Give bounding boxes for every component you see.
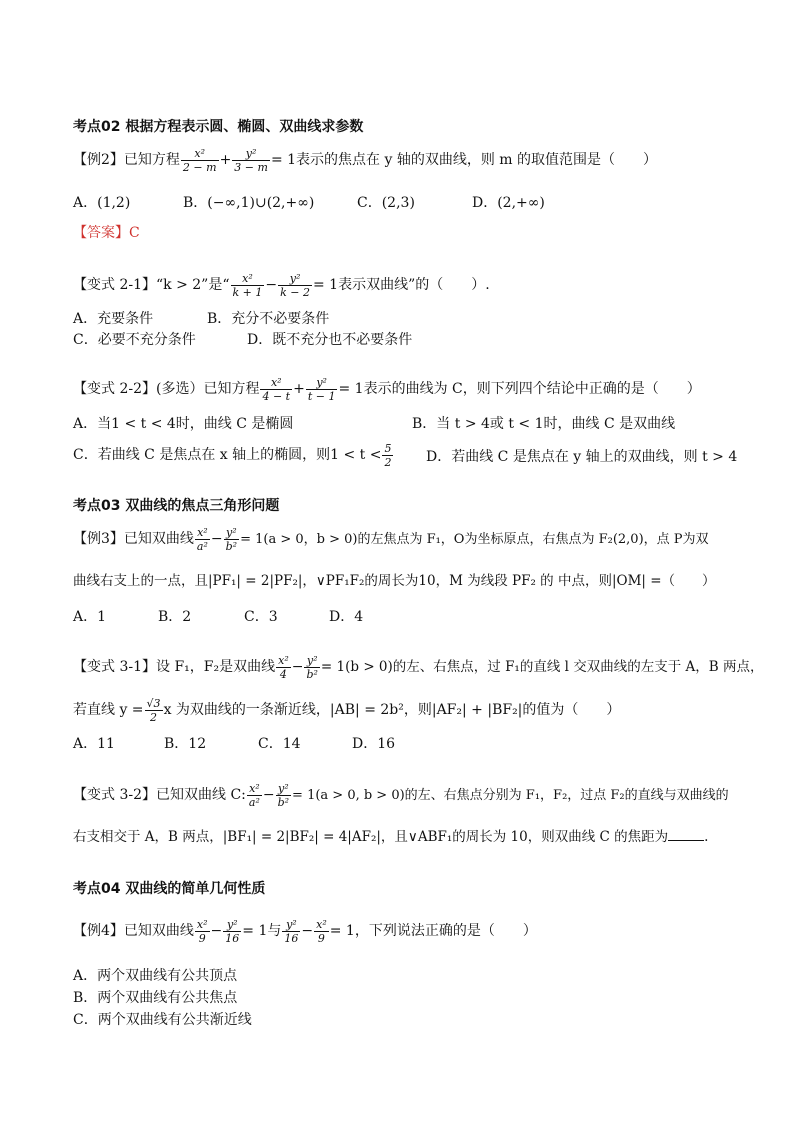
example-tag: 【例4】 — [73, 923, 124, 939]
option-d: D．16 — [352, 736, 396, 752]
operator: − — [262, 787, 275, 803]
denominator: 9 — [198, 931, 206, 945]
option-c — [73, 438, 394, 472]
question-text: 已知双曲线 C: — [156, 787, 246, 803]
option-b: B．两个双曲线有公共焦点 — [73, 990, 238, 1006]
numerator: y² — [223, 918, 241, 932]
section-title-03: 考点03 双曲线的焦点三角形问题 — [73, 498, 280, 514]
denominator: b² — [225, 539, 238, 553]
fraction — [195, 526, 210, 553]
fraction — [260, 376, 292, 403]
fraction — [195, 918, 210, 945]
numerator: 5 — [384, 441, 392, 455]
option-c: C．(2,3) — [357, 195, 415, 211]
option-b: B．2 — [158, 609, 192, 625]
denominator: 9 — [317, 931, 325, 945]
variant-2-2-question — [73, 372, 701, 406]
denominator: 16 — [225, 931, 240, 945]
fraction — [224, 526, 239, 553]
numerator: y² — [306, 376, 338, 390]
fraction — [314, 918, 329, 945]
question-text: (多选）已知方程 — [156, 381, 260, 397]
numerator: x² — [316, 917, 327, 931]
variant-3-2-question-line2 — [73, 828, 708, 846]
question-text: 已知双曲线 — [123, 923, 194, 939]
question-text: 右支相交于 A，B 两点，|BF₁| = 2|BF₂| = 4|AF₂|，且∨ABF₁的周长为 10，则双曲线 C 的焦距为 — [73, 829, 669, 845]
numerator: x² — [231, 272, 265, 286]
option-c: C．必要不充分条件 — [73, 332, 196, 348]
numerator: y² — [282, 918, 300, 932]
fraction — [276, 782, 291, 809]
denominator: 2 — [150, 710, 158, 724]
question-text: = 1表示的曲线为 C，则下列四个结论中正确的是（ ） — [338, 381, 701, 397]
answer-tag: 【答案】 — [73, 225, 129, 241]
numerator: x² — [260, 376, 292, 390]
question-text: = 1(b > 0)的左、右焦点，过 F₁的直线 l 交双曲线的左支于 A，B 两点， — [320, 659, 764, 675]
question-text: . — [704, 829, 709, 845]
denominator: a² — [196, 539, 208, 553]
denominator: k + 1 — [232, 285, 263, 299]
operator: − — [291, 659, 304, 675]
fraction — [145, 697, 163, 724]
option-a: A．充要条件 — [73, 311, 154, 327]
fraction — [276, 654, 291, 681]
option-b: B．12 — [164, 736, 207, 752]
numerator: y² — [304, 654, 319, 668]
question-text: = 1(a > 0，b > 0)的左焦点为 F₁，O为坐标原点，右焦点为 F₂(2,0)，点 P为双 — [240, 532, 709, 547]
denominator: 2 — [384, 455, 392, 469]
question-text: = 1表示的焦点在 y 轴的双曲线，则 m 的取值范围是（ ） — [270, 152, 658, 168]
variant-2-1-question — [73, 268, 490, 302]
option-a: A．(1,2) — [73, 195, 131, 211]
numerator: y² — [232, 147, 270, 161]
denominator: 4 − t — [262, 389, 291, 403]
operator: − — [210, 531, 223, 547]
fraction — [304, 654, 319, 681]
option-a: A．1 — [73, 609, 107, 625]
numerator: y² — [224, 526, 239, 540]
fraction — [181, 147, 219, 174]
example-2-question — [73, 143, 657, 177]
option-d: D．既不充分也不必要条件 — [247, 332, 413, 348]
option-a: A．11 — [73, 736, 115, 752]
operator: − — [265, 277, 278, 293]
numerator: y² — [278, 272, 312, 286]
fraction — [382, 442, 393, 469]
example-3-question-line2: 曲线右支上的一点，且|PF₁| = 2|PF₂|，∨PF₁F₂的周长为10，M 为线段 PF₂ 的 中点，则|OM| =（ ） — [73, 573, 716, 589]
answer-value: C — [129, 225, 140, 241]
denominator: t − 1 — [307, 389, 336, 403]
denominator: b² — [277, 795, 290, 809]
question-text: 已知双曲线 — [123, 531, 194, 547]
option-a: A．两个双曲线有公共顶点 — [73, 968, 238, 984]
numerator: x² — [247, 782, 262, 796]
numerator: x² — [195, 526, 210, 540]
numerator: √3 — [146, 696, 161, 710]
question-text: 设 F₁，F₂是双曲线 — [156, 659, 276, 675]
denominator: 2 − m — [182, 160, 217, 174]
option-d: D．若曲线 C 是焦点在 y 轴上的双曲线，则 t > 4 — [426, 449, 738, 465]
denominator: 3 − m — [234, 160, 268, 174]
option-c: C．3 — [244, 609, 278, 625]
option-b: B．充分不必要条件 — [207, 311, 330, 327]
question-text: = 1与 — [242, 923, 282, 939]
numerator: x² — [181, 147, 219, 161]
variant-tag: 【变式 2-1】 — [73, 277, 156, 293]
numerator: x² — [196, 917, 208, 931]
question-text: = 1表示双曲线”的（ ）. — [312, 277, 490, 293]
option-text: C．若曲线 C 是焦点在 x 轴上的椭圆，则1 < t < — [73, 447, 382, 463]
answer-line — [73, 224, 140, 242]
operator: − — [210, 923, 223, 939]
variant-tag: 【变式 2-2】 — [73, 381, 156, 397]
question-text: “k > 2”是“ — [156, 277, 230, 293]
option-b: B．(−∞,1)∪(2,+∞) — [183, 195, 315, 211]
option-a: A．当1 < t < 4时，曲线 C 是椭圆 — [73, 416, 294, 432]
answer-blank[interactable] — [668, 828, 704, 841]
option-b: B．当 t > 4或 t < 1时，曲线 C 是双曲线 — [412, 416, 676, 432]
example-4-question — [73, 914, 537, 948]
denominator: a² — [248, 795, 260, 809]
denominator: 4 — [279, 667, 287, 681]
operator: − — [301, 923, 314, 939]
variant-3-1-question-line2 — [73, 693, 620, 727]
question-text: = 1(a > 0, b > 0)的左、右焦点分别为 F₁，F₂，过点 F₂的直线与双曲线的 — [292, 788, 729, 803]
option-d: D．(2,+∞) — [472, 195, 545, 211]
variant-3-2-question — [73, 778, 729, 812]
variant-tag: 【变式 3-1】 — [73, 659, 156, 675]
operator: + — [293, 381, 305, 397]
option-c: C．14 — [258, 736, 301, 752]
question-text: = 1，下列说法正确的是（ ） — [329, 923, 537, 939]
denominator: 16 — [284, 931, 299, 945]
question-text: x 为双曲线的一条渐近线，|AB| = 2b²，则|AF₂| + |BF₂|的值为（ ） — [163, 702, 621, 718]
variant-3-1-question — [73, 650, 764, 684]
fraction — [232, 147, 270, 174]
denominator: b² — [306, 667, 318, 681]
example-3-question — [73, 522, 709, 556]
section-title-02: 考点02 根据方程表示圆、椭圆、双曲线求参数 — [73, 119, 364, 135]
fraction — [278, 272, 312, 299]
variant-tag: 【变式 3-2】 — [73, 787, 156, 803]
fraction — [282, 918, 300, 945]
numerator: x² — [278, 653, 289, 667]
fraction — [247, 782, 262, 809]
denominator: k − 2 — [280, 285, 310, 299]
section-title-04: 考点04 双曲线的简单几何性质 — [73, 881, 266, 897]
fraction — [231, 272, 265, 299]
fraction — [306, 376, 338, 403]
example-tag: 【例3】 — [73, 531, 124, 547]
numerator: y² — [276, 782, 291, 796]
question-text: 若直线 y = — [73, 702, 144, 718]
example-tag: 【例2】 — [73, 152, 124, 168]
fraction — [223, 918, 241, 945]
operator: + — [219, 152, 232, 168]
option-c: C．两个双曲线有公共渐近线 — [73, 1012, 252, 1028]
question-text: 已知方程 — [123, 152, 180, 168]
option-d: D．4 — [329, 609, 364, 625]
